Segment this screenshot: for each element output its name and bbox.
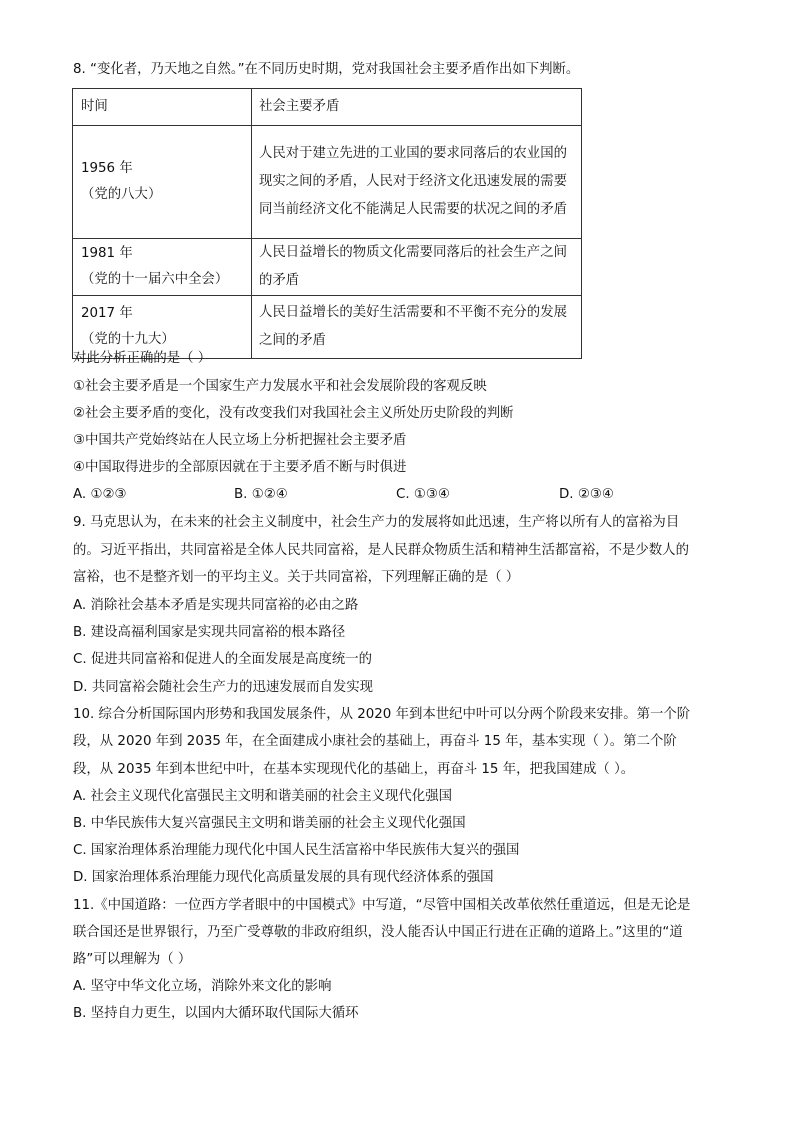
q11-stem-line: 11.《中国道路：一位西方学者眼中的中国模式》中写道，“尽管中国相关改革依然任重道远，但是无论是 [73,898,691,913]
q11-stem-line: 路”可以理解为（ ） [73,952,192,967]
row-year: 1956 年 [81,161,133,176]
q8-question: 对此分析正确的是（ ） [73,351,212,366]
table-cell-time [73,126,252,239]
q9-stem-line: 9. 马克思认为，在未来的社会主义制度中，社会生产力的发展将如此迅速，生产将以所有人的富裕为目 [73,515,680,530]
row-year: 1981 年 [81,246,133,261]
q11-option-b[interactable]: B. 坚持自力更生，以国内大循环取代国际大循环 [73,1006,359,1021]
table-cell-time [73,239,252,296]
row-year: 2017 年 [81,306,133,321]
q9-option-d[interactable]: D. 共同富裕会随社会生产力的迅速发展而自发实现 [73,680,374,695]
q8-options [73,487,773,505]
q8-statement: ①社会主要矛盾是一个国家生产力发展水平和社会发展阶段的客观反映 [73,379,487,394]
q9-stem-line: 的。习近平指出，共同富裕是全体人民共同富裕，是人民群众物质生活和精神生活都富裕，不是少数人的 [73,543,689,558]
q10-option-d[interactable]: D. 国家治理体系治理能力现代化高质量发展的具有现代经济体系的强国 [73,870,494,885]
row-text-line: 同当前经济文化不能满足人民需要的状况之间的矛盾 [259,202,567,217]
q10-option-a[interactable]: A. 社会主义现代化富强民主文明和谐美丽的社会主义现代化强国 [73,789,452,804]
q8-statement: ④中国取得进步的全部原因就在于主要矛盾不断与时俱进 [73,460,407,475]
q8-stem: 8. “变化者，乃天地之自然。”在不同历史时期，党对我国社会主要矛盾作出如下判断。 [73,62,580,77]
row-meeting: （党的十一届六中全会） [81,272,229,287]
q8-statement: ③中国共产党始终站在人民立场上分析把握社会主要矛盾 [73,433,407,448]
table-header-time: 时间 [73,89,252,126]
row-text-line: 人民日益增长的物质文化需要同落后的社会生产之间 [259,245,567,260]
row-text-line: 人民对于建立先进的工业国的要求同落后的农业国的 [259,146,567,161]
q8-option-a[interactable]: A. ①②③ [73,487,127,502]
row-meeting: （党的八大） [81,187,162,202]
q8-option-c[interactable]: C. ①③④ [396,487,450,502]
q10-option-b[interactable]: B. 中华民族伟大复兴富强民主文明和谐美丽的社会主义现代化强国 [73,816,466,831]
q8-statement: ②社会主要矛盾的变化，没有改变我们对我国社会主义所处历史阶段的判断 [73,406,514,421]
table-row [73,239,582,296]
q8-option-b[interactable]: B. ①②④ [234,487,288,502]
q10-option-c[interactable]: C. 国家治理体系治理能力现代化中国人民生活富裕中华民族伟大复兴的强国 [73,843,520,858]
q11-option-a[interactable]: A. 坚守中华文化立场，消除外来文化的影响 [73,979,332,994]
row-text-line: 的矛盾 [259,273,300,288]
contradiction-table [72,88,582,359]
row-text-line: 之间的矛盾 [259,333,326,348]
q8-option-d[interactable]: D. ②③④ [559,487,614,502]
q9-stem-line: 富裕，也不是整齐划一的平均主义。关于共同富裕，下列理解正确的是（ ） [73,570,520,585]
table-cell-contradiction [252,296,582,359]
q10-stem-line: 10. 综合分析国际国内形势和我国发展条件，从 2020 年到本世纪中叶可以分两个阶段来安排。第一个阶 [73,707,691,722]
q9-option-b[interactable]: B. 建设高福利国家是实现共同富裕的根本路径 [73,625,346,640]
table-cell-contradiction [252,126,582,239]
table-header-row [73,89,582,126]
row-text-line: 人民日益增长的美好生活需要和不平衡不充分的发展 [259,305,567,320]
table-row [73,126,582,239]
q9-option-a[interactable]: A. 消除社会基本矛盾是实现共同富裕的必由之路 [73,598,359,613]
row-text-line: 现实之间的矛盾，人民对于经济文化迅速发展的需要 [259,174,567,189]
row-meeting: （党的十九大） [81,332,175,347]
q9-option-c[interactable]: C. 促进共同富裕和促进人的全面发展是高度统一的 [73,652,373,667]
table-cell-contradiction [252,239,582,296]
q10-stem-line: 段，从 2020 年到 2035 年，在全面建成小康社会的基础上，再奋斗 15 年，基本实现（ ）。第二个阶 [73,734,677,749]
q11-stem-line: 联合国还是世界银行，乃至广受尊敬的非政府组织，没人能否认中国正行进在正确的道路上。”这里的“道 [73,925,683,940]
q10-stem-line: 段，从 2035 年到本世纪中叶，在基本实现现代化的基础上，再奋斗 15 年，把我国建成（ ）。 [73,762,635,777]
table-header-contradiction: 社会主要矛盾 [252,89,582,126]
